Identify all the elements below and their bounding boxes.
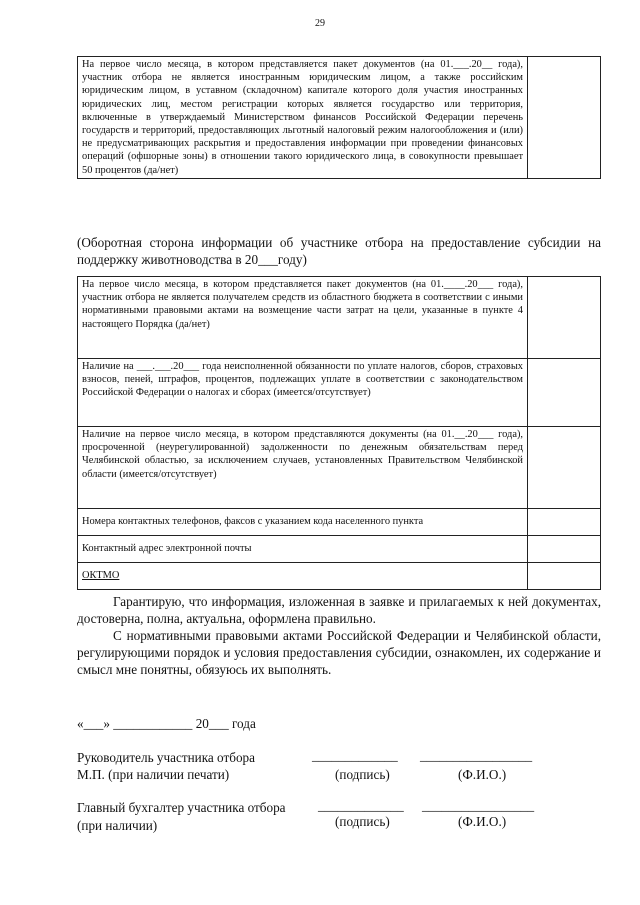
table-row — [78, 427, 601, 509]
table-value-cell[interactable] — [528, 277, 601, 359]
table-value-cell[interactable] — [528, 427, 601, 509]
table-value-cell[interactable] — [528, 359, 601, 427]
table-row — [78, 277, 601, 359]
table-cell-email: Контактный адрес электронной почты — [78, 536, 528, 563]
date-line[interactable]: «___» ____________ 20___ года — [77, 716, 256, 731]
table-row — [78, 536, 601, 563]
table-cell-tax-obligations: Наличие на ___.___.20___ года неисполненной обязанности по уплате налогов, сборов, страховых взносов, пеней, штрафов, процентов, подлежащих уплате в соответствии с законодательством Российской Федерации о налогах и сборах (имеется/отсутствует) — [78, 359, 528, 427]
accountant-signature-blank[interactable]: _____________ — [318, 798, 404, 813]
head-signature-caption: (подпись) — [335, 767, 390, 782]
head-signature-blank[interactable]: _____________ — [312, 748, 398, 763]
guarantee-paragraph: Гарантирую, что информация, изложенная в заявке и прилагаемых к ней документах, достоверна, полна, актуальна, оформлена правильно. — [77, 594, 601, 627]
info-table-reverse — [77, 276, 601, 590]
page-number: 29 — [315, 18, 325, 29]
table-cell-phones: Номера контактных телефонов, факсов с указанием кода населенного пункта — [78, 509, 528, 536]
table-row — [78, 57, 601, 179]
accountant-title: Главный бухгалтер участника отбора — [77, 800, 286, 815]
table-value-cell[interactable] — [528, 563, 601, 590]
head-name-caption: (Ф.И.О.) — [458, 767, 507, 782]
accountant-signature-caption: (подпись) — [335, 814, 390, 829]
seal-note: М.П. (при наличии печати) — [77, 767, 230, 782]
accountant-name-caption: (Ф.И.О.) — [458, 814, 507, 829]
table-cell-offshore: На первое число месяца, в котором представляется пакет документов (на 01.___.20__ года), участник отбора не является иностранным юридическим лицом, а также российским юридическим лицом, в уставном (складочном) капитале которого доля участия иностранных юридических лиц, местом регистрации которых является государство или территория, включенные в утверждаемый Министерством финансов Российской Федерации перечень государств и территорий, предоставляющих льготный налоговый режим налогообложения и (или) не предусматривающих раскрытия и предоставления информации при проведении финансовых операций (офшорные зоны) в отношении такого юридического лица, в совокупности превышает 50 процентов (да/нет) — [78, 57, 528, 179]
table-value-cell[interactable] — [528, 509, 601, 536]
table-cell-overdue-debt: Наличие на первое число месяца, в котором представляются документы (на 01.__.20___ года), просроченной (неурегулированной) задолженности по денежным обязательствам перед Челябинской областью, за исключением случаев, установленных Правительством Челябинской области (имеется/отсутствует) — [78, 427, 528, 509]
table-cell-regional-funds: На первое число месяца, в котором представляется пакет документов (на 01.____.20___ года), участник отбора не является получателем средств из областного бюджета в соответствии с иными нормативными правовыми актами на возмещение части затрат на цели, указанные в пункте 4 настоящего Порядка (да/нет) — [78, 277, 528, 359]
table-row — [78, 509, 601, 536]
table-value-cell[interactable] — [528, 57, 601, 179]
head-name-blank[interactable]: _________________ — [420, 748, 533, 763]
table-row — [78, 359, 601, 427]
reverse-side-heading: (Оборотная сторона информации об участнике отбора на предоставление субсидии на поддержку животноводства в 20___году) — [77, 235, 601, 267]
info-table-front — [77, 56, 601, 179]
accountant-note: (при наличии) — [77, 818, 158, 833]
head-title: Руководитель участника отбора — [77, 750, 255, 765]
table-value-cell[interactable] — [528, 536, 601, 563]
accountant-name-blank[interactable]: _________________ — [422, 798, 535, 813]
table-cell-oktmo: ОКТМО — [78, 563, 528, 590]
acknowledge-paragraph: С нормативными правовыми актами Российской Федерации и Челябинской области, регулирующими порядок и условия предоставления субсидии, ознакомлен, их содержание и смысл мне понятны, обязуюсь их выполнять. — [77, 628, 601, 678]
table-row — [78, 563, 601, 590]
